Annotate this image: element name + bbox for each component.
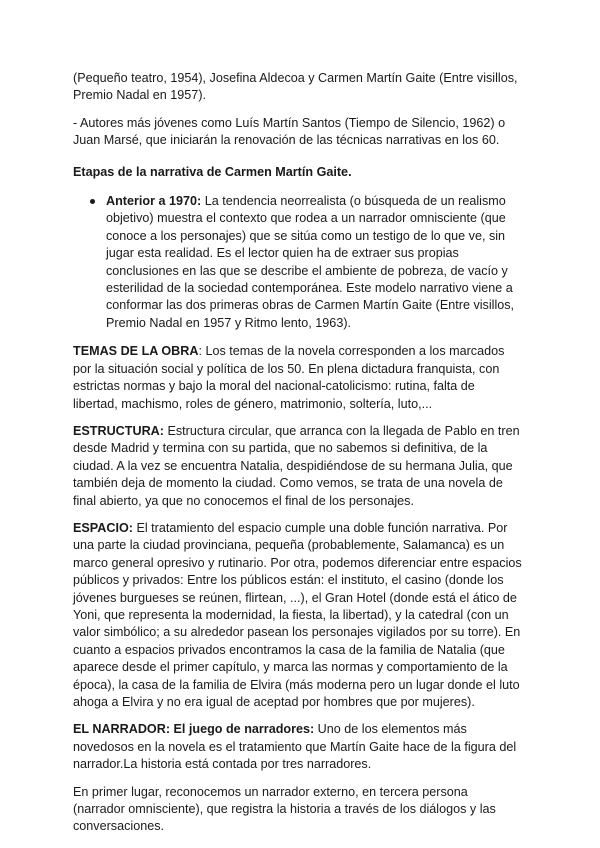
- bullet-icon: [90, 199, 95, 204]
- etapas-heading: Etapas de la narrativa de Carmen Martín Gaite.: [73, 164, 352, 179]
- espacio-text: El tratamiento del espacio cumple una doble función narrativa. Por una parte la ciudad provinciana, pequeña (probablemente, Salamanca) es un marco general opresivo y rutinario. Por otra, podemos diferenciar entre espacios públicos y privados: Entre los públicos están: el instituto, el casino (donde los jóvenes burgueses se reúnen, flirtean, ...), el Gran Hotel (donde está el ático de Yoni, que representa la modernidad, la fiesta, la libertad), y la catedral (con un valor simbólico; a su alrededor pasean los personajes vigilados por su torre). En cuanto a espacios privados encontramos la casa de la familia de Natalia (que aparece desde el primer capítulo, y marca las normas y comportamiento de la época), la casa de la familia de Elvira (más moderna pero un lugar donde el luto ahoga a Elvira y no era igual de aceptad por hombres que por mujeres).: [73, 520, 522, 709]
- etapas-list: [73, 193, 522, 332]
- narrador-paragraph: [73, 721, 522, 773]
- narrador-text: Uno de los elementos más novedosos en la novela es el tratamiento que Martín Gaite hace de la figura del narrador.La historia está contada por tres narradores.: [73, 722, 517, 772]
- bullet-label: Anterior a 1970:: [106, 194, 202, 209]
- intro-continuation-paragraph: (Pequeño teatro, 1954), Josefina Aldecoa y Carmen Martín Gaite (Entre visillos, Premio Nadal en 1957).: [73, 71, 518, 103]
- temas-text: : Los temas de la novela corresponden a los marcados por la situación social y política de los 50. En plena dictadura franquista, con estrictas normas y bajo la moral del nacional-catolicismo: rutina, falta de libertad, machismo, roles de género, matrimonio, soltería, luto,...: [73, 344, 505, 411]
- espacio-label: ESPACIO:: [73, 520, 133, 535]
- bullet-text: La tendencia neorrealista (o búsqueda de un realismo objetivo) muestra el contexto que rodea a un narrador omnisciente (que conoce a los personajes) que se sitúa como un testigo de lo que ve, sin jugar esta realidad. Es el lector quien ha de extraer sus propias conclusiones en las que se describe el ambiente de pobreza, de vacío y esterilidad de la sociedad contemporánea. Este modelo narrativo viene a conformar las dos primeras obras de Carmen Martín Gaite (Entre visillos, Premio Nadal en 1957 y Ritmo lento, 1963).: [106, 194, 515, 330]
- young-authors-paragraph: - Autores más jóvenes como Luís Martín Santos (Tiempo de Silencio, 1962) o Juan Marsé, que iniciarán la renovación de las técnicas narrativas en los 60.: [73, 115, 506, 148]
- estructura-paragraph: [73, 423, 522, 510]
- narrador-label: EL NARRADOR: El juego de narradores:: [73, 722, 315, 737]
- espacio-paragraph: [73, 520, 522, 711]
- estructura-label: ESTRUCTURA:: [73, 423, 164, 438]
- list-item: [73, 193, 522, 332]
- temas-label: TEMAS DE LA OBRA: [73, 344, 199, 359]
- temas-paragraph: [73, 343, 522, 413]
- narrador-externo-paragraph: En primer lugar, reconocemos un narrador externo, en tercera persona (narrador omnisciente), que registra la historia a través de los diálogos y las conversaciones.: [73, 784, 496, 834]
- estructura-text: Estructura circular, que arranca con la llegada de Pablo en tren desde Madrid y termina con su partida, que no sabemos si definitiva, de la ciudad. A la vez se encuentra Natalia, despidiéndose de su hermana Julia, que también deja de momento la ciudad. Como vemos, se trata de una novela de final abierto, ya que no conocemos el final de los personajes.: [73, 423, 520, 508]
